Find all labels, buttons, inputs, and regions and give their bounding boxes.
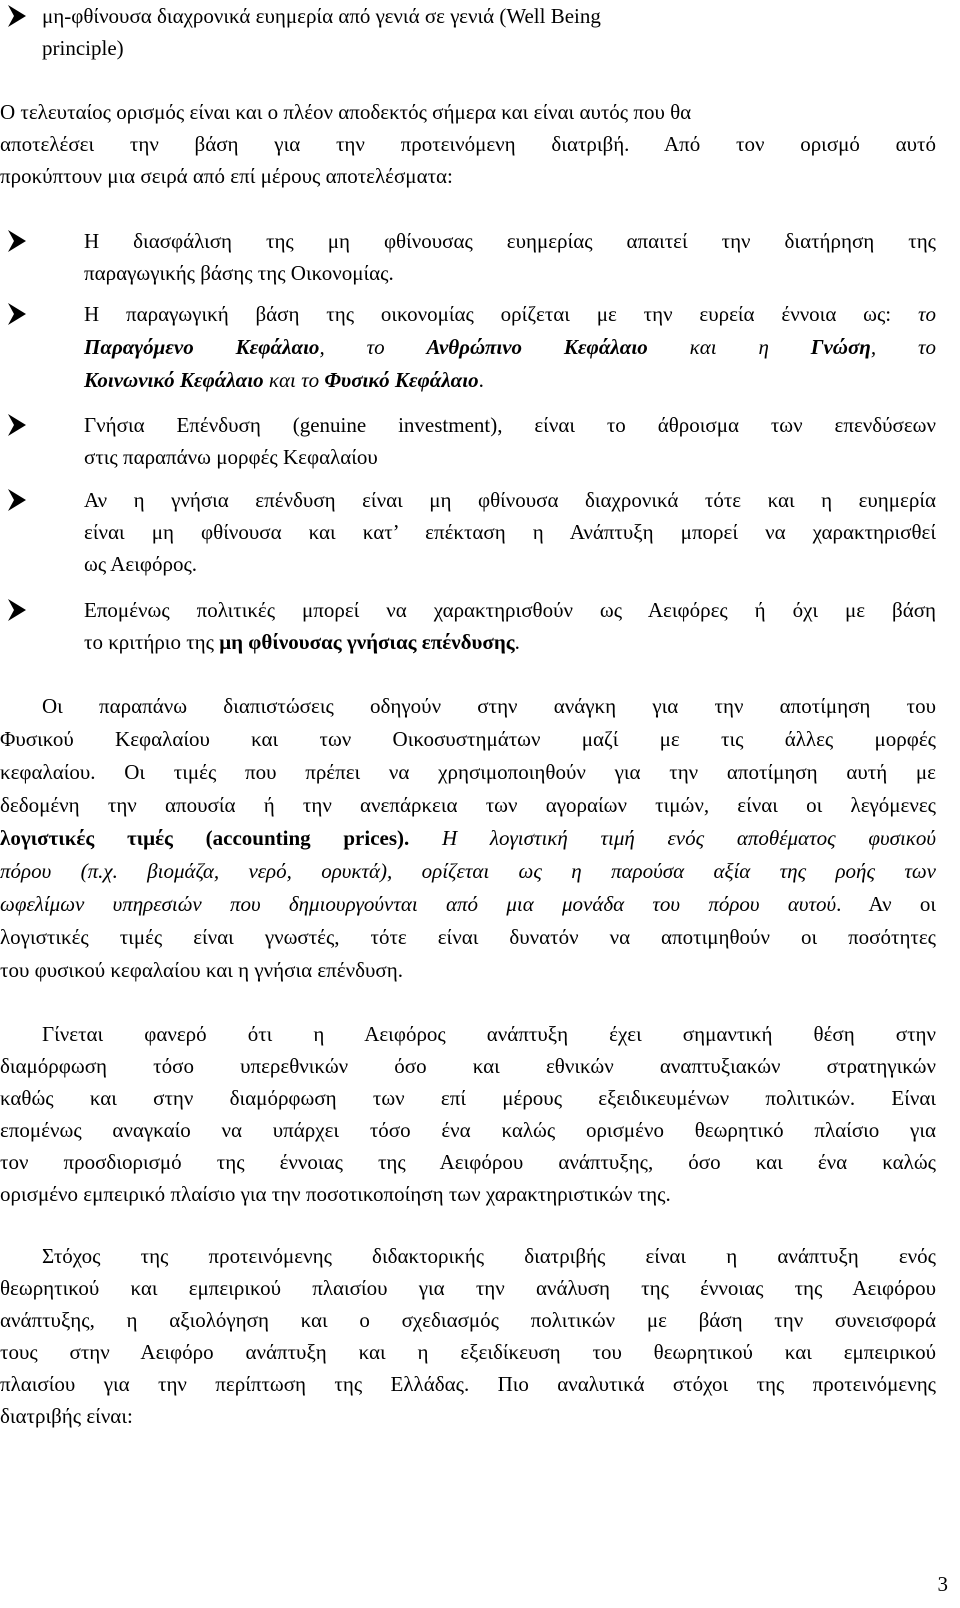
accounting-prices: λογιστικές τιμές (accounting prices).	[0, 826, 410, 850]
para-2-line-4: επομένως αναγκαίο να υπάρχει τόσο ένα καλώς ορισμένο θεωρητικό πλαίσιο για	[0, 1118, 936, 1142]
bullet-2-line-2: παραγωγικής βάσης της Οικονομίας.	[84, 261, 394, 285]
arrow-bullet-icon	[6, 228, 28, 254]
para-1-line-2: Φυσικού Κεφαλαίου και των Οικοσυστημάτων μαζί με τις άλλες μορφές	[0, 727, 936, 751]
para-1-line-3: κεφαλαίου. Οι τιμές που πρέπει να χρησιμοποιηθούν για την αποτίμηση αυτή με	[0, 760, 936, 784]
arrow-bullet-icon	[6, 597, 28, 623]
bullet-2-line-1: Η διασφάλιση της μη φθίνουσας ευημερίας απαιτεί την διατήρηση της	[84, 229, 936, 253]
para-3-line-4: τους στην Αειφόρο ανάπτυξη και η εξειδίκευση του θεωρητικού και εμπειρικού	[0, 1340, 936, 1364]
produced-capital: Παραγόμενο Κεφάλαιο	[84, 335, 320, 359]
para-1-italic: ωφελίμων υπηρεσιών που δημιουργούνται από μια μονάδα του πόρου αυτού	[0, 892, 837, 916]
arrow-bullet-icon	[6, 412, 28, 438]
bullet-4-line-2: στις παραπάνω μορφές Κεφαλαίου	[84, 445, 378, 469]
para-2-line-2: διαμόρφωση τόσο υπερεθνικών όσο και εθνικών αναπτυξιακών στρατηγικών	[0, 1054, 936, 1078]
bullet-3-text: Η παραγωγική βάση της οικονομίας ορίζεται με την ευρεία έννοια ως:	[84, 302, 892, 326]
natural-capital: Φυσικό Κεφάλαιο	[324, 368, 479, 392]
bullet-3-sep: και το	[263, 368, 325, 392]
genuine-investment-criterion: μη φθίνουσας γνήσιας επένδυσης	[219, 630, 515, 654]
para-1-line-5	[0, 822, 936, 854]
para-2-line-1: Γίνεται φανερό ότι η Αειφόρος ανάπτυξη έχει σημαντική θέση στην	[42, 1022, 936, 1046]
bullet-6-text: το κριτήριο της	[84, 630, 220, 654]
bullet-5-line-1: Αν η γνήσια επένδυση είναι μη φθίνουσα διαχρονικά τότε και η ευημερία	[84, 488, 936, 512]
arrow-bullet-icon	[6, 3, 28, 29]
bullet-3-period: .	[478, 368, 484, 392]
bullet-3-sep: και η	[647, 335, 811, 359]
bullet-6-line-1: Επομένως πολιτικές μπορεί να χαρακτηρισθούν ως Αειφόρες ή όχι με βάση	[84, 598, 936, 622]
bullet-3-sep: , το	[870, 335, 936, 359]
social-capital: Κοινωνικό Κεφάλαιο	[84, 368, 264, 392]
para-1-line-6: πόρου (π.χ. βιομάζα, νερό, ορυκτά), ορίζεται ως η παρούσα αξία της ροής των	[0, 859, 936, 883]
intro-line-2: αποτελέσει την βάση για την προτεινόμενη διατριβή. Από τον ορισμό αυτό	[0, 132, 936, 156]
bullet-3-sep: , το	[319, 335, 427, 359]
page-number: 3	[937, 1572, 948, 1596]
bullet-6-period: .	[514, 630, 520, 654]
para-3-line-6: διατριβής είναι:	[0, 1404, 133, 1428]
bullet-3-italic: το	[917, 302, 936, 326]
intro-line-1: Ο τελευταίος ορισμός είναι και ο πλέον αποδεκτός σήμερα και είναι αυτός που θα	[0, 100, 692, 124]
arrow-bullet-icon	[6, 301, 28, 327]
para-3-line-3: ανάπτυξης, η αξιολόγηση και ο σχεδιασμός πολιτικών με βάση την συνεισφορά	[0, 1308, 936, 1332]
para-1-line-4: δεδομένη την απουσία ή την ανεπάρκεια των αγοραίων τιμών, είναι οι λεγόμενες	[0, 793, 936, 817]
bullet-1-line-2: principle)	[42, 36, 124, 60]
bullet-5-line-3: ως Αειφόρος.	[84, 552, 198, 576]
para-2-line-3: καθώς και στην διαμόρφωση των επί μέρους εξειδικευμένων πολιτικών. Είναι	[0, 1086, 936, 1110]
para-1-text: . Αν οι	[836, 892, 937, 916]
para-1-italic: Η λογιστική τιμή ενός αποθέματος φυσικού	[409, 826, 936, 850]
bullet-1-line-1: μη-φθίνουσα διαχρονικά ευημερία από γενιά σε γενιά (Well Being	[42, 4, 601, 28]
arrow-bullet-icon	[6, 487, 28, 513]
human-capital: Ανθρώπινο Κεφάλαιο	[426, 335, 648, 359]
para-1-line-8: λογιστικές τιμές είναι γνωστές, τότε είναι δυνατόν να αποτιμηθούν οι ποσότητες	[0, 925, 936, 949]
para-1-line-1: Οι παραπάνω διαπιστώσεις οδηγούν στην ανάγκη για την αποτίμηση του	[42, 694, 936, 718]
bullet-3-line-1	[84, 298, 936, 330]
para-3-line-1: Στόχος της προτεινόμενης διδακτορικής διατριβής είναι η ανάπτυξη ενός	[42, 1244, 936, 1268]
intro-line-3: προκύπτουν μια σειρά από επί μέρους αποτελέσματα:	[0, 164, 453, 188]
bullet-5-line-2: είναι μη φθίνουσα και κατ’ επέκταση η Ανάπτυξη μπορεί να χαρακτηρισθεί	[84, 520, 936, 544]
para-1-line-9: του φυσικού κεφαλαίου και η γνήσια επένδυση.	[0, 958, 403, 982]
para-2-line-6: ορισμένο εμπειρικό πλαίσιο για την ποσοτικοποίηση των χαρακτηριστικών της.	[0, 1182, 671, 1206]
para-1-line-7	[0, 888, 936, 920]
para-3-line-2: θεωρητικού και εμπειρικού πλαισίου για την ανάλυση της έννοιας της Αειφόρου	[0, 1276, 936, 1300]
bullet-3-line-2	[84, 331, 936, 363]
para-3-line-5: πλαισίου για την περίπτωση της Ελλάδας. Πιο αναλυτικά στόχοι της προτεινόμενης	[0, 1372, 936, 1396]
para-2-line-5: τον προσδιορισμό της έννοιας της Αειφόρου ανάπτυξης, όσο και ένα καλώς	[0, 1150, 936, 1174]
bullet-6-line-2	[84, 626, 520, 658]
bullet-3-line-3	[84, 364, 484, 396]
bullet-4-line-1: Γνήσια Επένδυση (genuine investment), είναι το άθροισμα των επενδύσεων	[84, 413, 936, 437]
knowledge: Γνώση	[810, 335, 871, 359]
